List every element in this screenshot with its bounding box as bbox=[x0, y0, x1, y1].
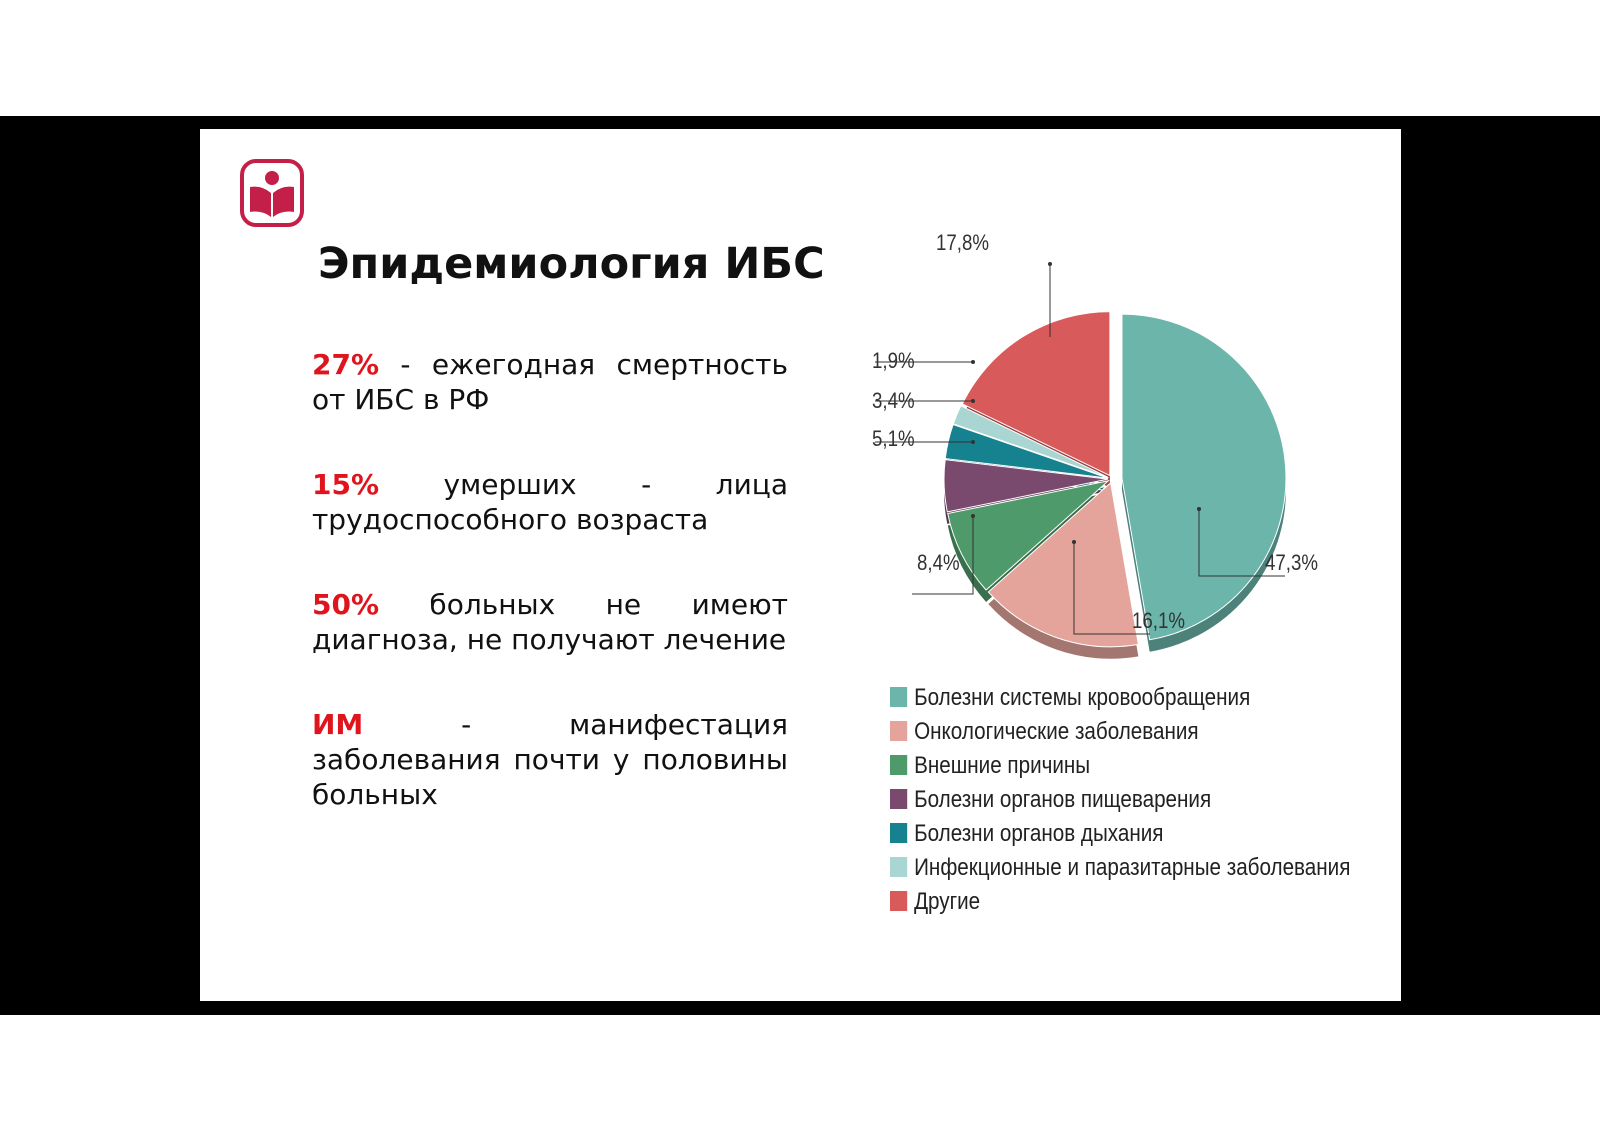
legend-label: Онкологические заболевания bbox=[914, 718, 1199, 745]
legend-label: Болезни системы кровообращения bbox=[914, 684, 1251, 711]
slice-value-label: 3,4% bbox=[872, 389, 915, 414]
logo-book-icon bbox=[240, 159, 304, 227]
fact-text: - манифестация заболевания почти у половины больных bbox=[312, 708, 788, 811]
fact-text: - ежегодная смертность от ИБС в РФ bbox=[312, 348, 788, 416]
fact-text: умерших - лица трудоспособного возраста bbox=[312, 468, 788, 536]
fact-item bbox=[312, 587, 788, 657]
slice-value-label: 16,1% bbox=[1132, 609, 1186, 634]
pie-chart bbox=[860, 224, 1400, 744]
leader-dot bbox=[1048, 262, 1052, 266]
fact-item bbox=[312, 347, 788, 417]
legend-item bbox=[890, 851, 1372, 885]
legend-swatch bbox=[890, 823, 907, 843]
slice-value-label: 8,4% bbox=[917, 551, 960, 576]
logo bbox=[240, 159, 304, 227]
legend-swatch bbox=[890, 687, 907, 707]
chart-legend bbox=[890, 681, 1390, 919]
slice-value-label: 47,3% bbox=[1265, 551, 1319, 576]
legend-item bbox=[890, 681, 1372, 715]
slide-title: Эпидемиология ИБС bbox=[318, 239, 825, 289]
fact-text: больных не имеют диагноза, не получают лечение bbox=[312, 588, 788, 656]
slice-value-label: 1,9% bbox=[872, 349, 915, 374]
legend-swatch bbox=[890, 721, 907, 741]
leader-dot bbox=[971, 514, 975, 518]
leader-dot bbox=[1072, 540, 1076, 544]
fact-highlight: 50% bbox=[312, 588, 380, 621]
fact-item bbox=[312, 467, 788, 537]
legend-swatch bbox=[890, 789, 907, 809]
slide bbox=[200, 129, 1401, 1001]
fact-highlight: 15% bbox=[312, 468, 380, 501]
slice-value-label: 5,1% bbox=[872, 427, 915, 452]
legend-label: Болезни органов дыхания bbox=[914, 820, 1164, 847]
legend-label: Другие bbox=[914, 888, 981, 915]
slice-value-label: 17,8% bbox=[936, 231, 990, 256]
pie-slice bbox=[1122, 314, 1286, 640]
fact-item bbox=[312, 707, 788, 812]
legend-swatch bbox=[890, 891, 907, 911]
legend-label: Инфекционные и паразитарные заболевания bbox=[914, 854, 1351, 881]
facts-list bbox=[312, 347, 788, 862]
legend-label: Внешние причины bbox=[914, 752, 1091, 779]
leader-dot bbox=[971, 399, 975, 403]
leader-dot bbox=[971, 360, 975, 364]
leader-dot bbox=[971, 440, 975, 444]
leader-dot bbox=[1197, 507, 1201, 511]
fact-highlight: ИМ bbox=[312, 708, 364, 741]
legend-swatch bbox=[890, 857, 907, 877]
legend-item bbox=[890, 749, 1372, 783]
legend-item bbox=[890, 885, 1372, 919]
fact-highlight: 27% bbox=[312, 348, 380, 381]
legend-label: Болезни органов пищеварения bbox=[914, 786, 1212, 813]
legend-swatch bbox=[890, 755, 907, 775]
legend-item bbox=[890, 715, 1372, 749]
legend-item bbox=[890, 783, 1372, 817]
legend-item bbox=[890, 817, 1372, 851]
